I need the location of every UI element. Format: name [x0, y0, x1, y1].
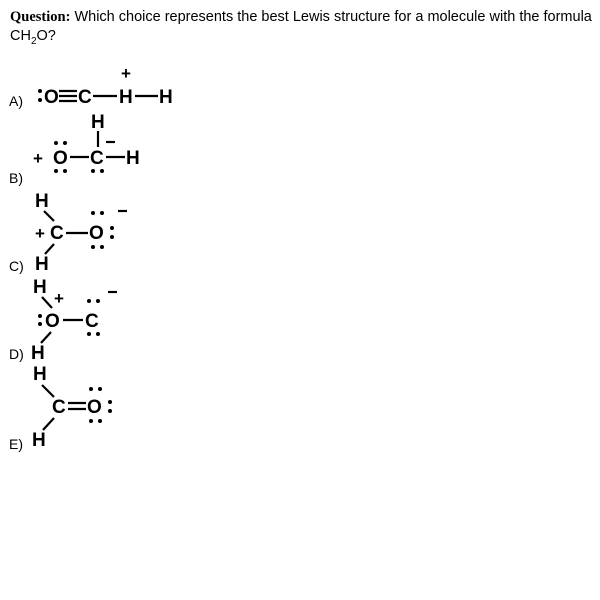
single-bond-line: [44, 211, 54, 221]
lone-pair-dot: [96, 299, 100, 303]
lone-pair-dot: [38, 98, 42, 102]
lone-pair-dot: [96, 332, 100, 336]
single-bond-line: [41, 332, 51, 343]
atom-c: C: [78, 87, 92, 108]
atom-o: O: [53, 148, 68, 169]
single-bond-line: [42, 385, 54, 397]
single-bond-line: [43, 418, 54, 430]
atom-h: H: [159, 87, 173, 108]
structure-b: [33, 112, 140, 173]
atom-h: H: [35, 254, 49, 275]
question-label: Question:: [10, 9, 71, 25]
structure-e: [32, 364, 112, 451]
structure-d: [31, 277, 117, 364]
plus-charge: +: [33, 149, 43, 168]
lone-pair-dot: [87, 299, 91, 303]
atom-o: O: [45, 311, 60, 332]
lone-pair-dot: [91, 211, 95, 215]
lone-pair-dot: [100, 245, 104, 249]
lone-pair-dot: [54, 169, 58, 173]
lone-pair-dot: [100, 169, 104, 173]
atom-h: H: [33, 277, 47, 298]
lone-pair-dot: [38, 322, 42, 326]
atom-o: O: [89, 223, 104, 244]
lone-pair-dot: [38, 314, 42, 318]
plus-charge: +: [35, 224, 45, 243]
plus-charge: +: [54, 289, 64, 308]
lone-pair-dot: [54, 141, 58, 145]
plus-charge: +: [121, 64, 131, 83]
single-bond-line: [42, 297, 52, 308]
choice-c-label: C): [9, 258, 24, 274]
atom-h: H: [33, 364, 47, 385]
lone-pair-dot: [100, 211, 104, 215]
lone-pair-dot: [108, 409, 112, 413]
atom-h: H: [32, 430, 46, 451]
choice-d-label: D): [9, 346, 24, 362]
atom-h: H: [126, 148, 140, 169]
formula-subscript: 2: [30, 35, 37, 47]
structure-a: [38, 64, 173, 108]
choice-b-label: B): [9, 170, 23, 186]
lone-pair-dot: [108, 400, 112, 404]
atom-h: H: [119, 87, 133, 108]
lone-pair-dot: [110, 226, 114, 230]
lone-pair-dot: [89, 387, 93, 391]
lone-pair-dot: [87, 332, 91, 336]
atom-h: H: [35, 191, 49, 212]
choice-a-label: A): [9, 93, 23, 109]
atom-o: O: [87, 397, 102, 418]
lone-pair-dot: [63, 141, 67, 145]
lone-pair-dot: [110, 235, 114, 239]
lone-pair-dot: [63, 169, 67, 173]
structure-c: [35, 191, 127, 275]
atom-c: C: [85, 311, 99, 332]
lone-pair-dot: [91, 245, 95, 249]
question-body: Which choice represents the best Lewis structure for a molecule with the formula CH: [10, 9, 592, 44]
lone-pair-dot: [91, 169, 95, 173]
single-bond-line: [45, 244, 54, 254]
question-body-end: O?: [36, 28, 56, 44]
atom-c: C: [90, 148, 104, 169]
choice-e-label: E): [9, 436, 23, 452]
lone-pair-dot: [98, 387, 102, 391]
atom-h: H: [31, 343, 45, 364]
atom-c: C: [50, 223, 64, 244]
lone-pair-dot: [38, 89, 42, 93]
atom-o: O: [44, 87, 59, 108]
atom-c: C: [52, 397, 66, 418]
atom-h: H: [91, 112, 105, 133]
lone-pair-dot: [89, 419, 93, 423]
lone-pair-dot: [98, 419, 102, 423]
